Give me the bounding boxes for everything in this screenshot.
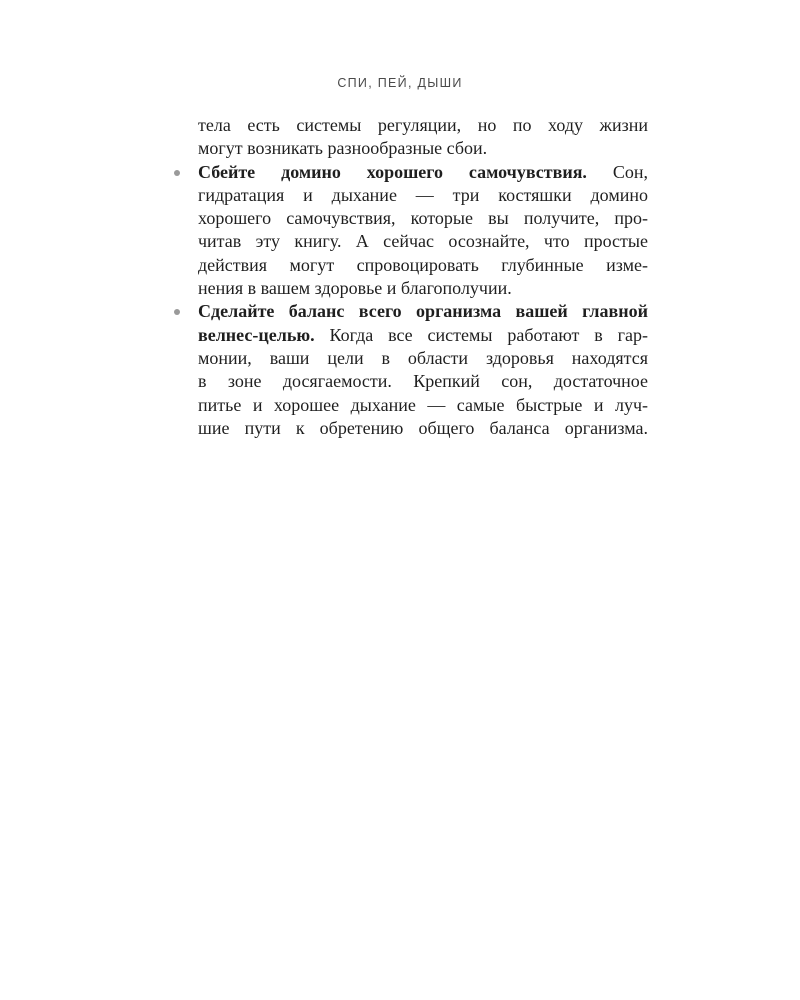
bold-lead-in: велнес-целью. (198, 324, 315, 345)
text-line: монии, ваши цели в области здоровья находятся (198, 347, 648, 368)
text-line: питье и хорошее дыхание — самые быстрые и луч- (198, 394, 648, 415)
running-header: СПИ, ПЕЙ, ДЫШИ (337, 76, 463, 90)
bullet-dot-icon (174, 309, 180, 315)
text-line (198, 324, 648, 347)
body-text (198, 114, 648, 440)
bullet-item-dominoes (198, 161, 648, 301)
text-fragment: Сон, (586, 161, 648, 182)
text-line: могут возникать разнообразные сбои. (198, 138, 488, 159)
text-line: гидратация и дыхание — три костяшки домино (198, 184, 648, 205)
text-line: нения в вашем здоровье и благополучии. (198, 278, 512, 299)
text-line: действия могут спровоцировать глубинные изме- (198, 254, 648, 275)
text-line: шие пути к обретению общего баланса организма. (198, 417, 648, 438)
text-line (198, 161, 648, 184)
text-fragment: Когда все системы работают в гар- (314, 324, 648, 345)
text-line (198, 300, 648, 323)
text-line: читав эту книгу. А сейчас осознайте, что простые (198, 231, 648, 252)
text-line: тела есть системы регуляции, но по ходу жизни (198, 115, 648, 135)
bullet-item-balance (198, 300, 648, 440)
text-line: в зоне досягаемости. Крепкий сон, достаточное (198, 371, 648, 392)
bullet-dot-icon (174, 170, 180, 176)
bold-lead-in: Сделайте баланс всего организма вашей главной (198, 301, 648, 322)
text-line: хорошего самочувствия, которые вы получите, про- (198, 208, 648, 229)
bold-lead-in: Сбейте домино хорошего самочувствия. (198, 161, 587, 182)
